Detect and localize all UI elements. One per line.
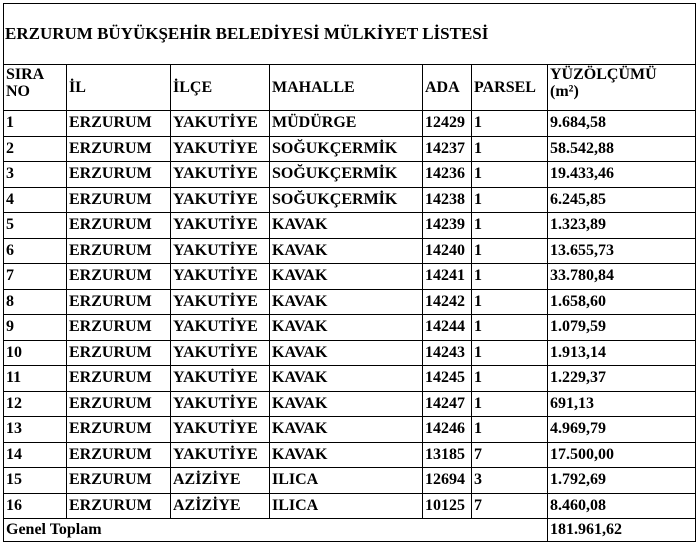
cell-yuzolcumu: 33.780,84 (548, 264, 696, 290)
header-ilce: İLÇE (171, 65, 270, 111)
cell-mahalle: KAVAK (270, 289, 423, 315)
cell-yuzolcumu: 691,13 (548, 391, 696, 417)
cell-sira-no: 5 (4, 213, 67, 239)
cell-parsel: 1 (472, 417, 548, 443)
cell-mahalle: KAVAK (270, 315, 423, 341)
cell-ilce: YAKUTİYE (171, 136, 270, 162)
cell-yuzolcumu: 9.684,58 (548, 111, 696, 137)
cell-mahalle: KAVAK (270, 417, 423, 443)
cell-ada: 14241 (423, 264, 472, 290)
cell-parsel: 1 (472, 366, 548, 392)
cell-mahalle: ILICA (270, 493, 423, 519)
cell-il: ERZURUM (67, 162, 171, 188)
cell-ada: 14245 (423, 366, 472, 392)
cell-mahalle: KAVAK (270, 264, 423, 290)
table-row (4, 136, 696, 162)
total-row (4, 519, 696, 542)
header-ada: ADA (423, 65, 472, 111)
cell-ilce: YAKUTİYE (171, 111, 270, 137)
cell-ada: 12694 (423, 468, 472, 494)
cell-sira-no: 3 (4, 162, 67, 188)
cell-il: ERZURUM (67, 417, 171, 443)
table-row (4, 238, 696, 264)
header-yuzolcumu-label: YÜZÖLÇÜMÜ (550, 66, 657, 83)
cell-ilce: AZİZİYE (171, 468, 270, 494)
total-label: Genel Toplam (4, 519, 548, 542)
cell-mahalle: KAVAK (270, 391, 423, 417)
cell-il: ERZURUM (67, 264, 171, 290)
cell-ada: 13185 (423, 442, 472, 468)
cell-parsel: 1 (472, 111, 548, 137)
cell-ada: 14243 (423, 340, 472, 366)
cell-yuzolcumu: 1.229,37 (548, 366, 696, 392)
cell-yuzolcumu: 58.542,88 (548, 136, 696, 162)
cell-yuzolcumu: 19.433,46 (548, 162, 696, 188)
cell-ada: 14244 (423, 315, 472, 341)
cell-il: ERZURUM (67, 111, 171, 137)
cell-ada: 14239 (423, 213, 472, 239)
cell-parsel: 1 (472, 238, 548, 264)
total-value: 181.961,62 (548, 519, 696, 542)
header-sira-label: SIRA (6, 66, 45, 83)
cell-parsel: 1 (472, 340, 548, 366)
cell-sira-no: 10 (4, 340, 67, 366)
header-yuzolcumu (548, 65, 696, 111)
cell-parsel: 7 (472, 442, 548, 468)
cell-mahalle: KAVAK (270, 238, 423, 264)
cell-yuzolcumu: 1.792,69 (548, 468, 696, 494)
cell-sira-no: 16 (4, 493, 67, 519)
cell-ada: 14237 (423, 136, 472, 162)
table-row (4, 289, 696, 315)
cell-ilce: YAKUTİYE (171, 238, 270, 264)
cell-ilce: YAKUTİYE (171, 289, 270, 315)
header-sira-no (4, 65, 67, 111)
cell-ada: 14240 (423, 238, 472, 264)
cell-sira-no: 1 (4, 111, 67, 137)
header-mahalle: MAHALLE (270, 65, 423, 111)
cell-yuzolcumu: 6.245,85 (548, 187, 696, 213)
cell-parsel: 3 (472, 468, 548, 494)
cell-parsel: 1 (472, 213, 548, 239)
cell-yuzolcumu: 17.500,00 (548, 442, 696, 468)
cell-sira-no: 9 (4, 315, 67, 341)
cell-yuzolcumu: 1.658,60 (548, 289, 696, 315)
cell-ada: 12429 (423, 111, 472, 137)
header-parsel: PARSEL (472, 65, 548, 111)
cell-il: ERZURUM (67, 238, 171, 264)
table-row (4, 417, 696, 443)
cell-il: ERZURUM (67, 493, 171, 519)
cell-il: ERZURUM (67, 468, 171, 494)
cell-yuzolcumu: 1.913,14 (548, 340, 696, 366)
cell-ilce: YAKUTİYE (171, 391, 270, 417)
header-il: İL (67, 65, 171, 111)
cell-yuzolcumu: 1.079,59 (548, 315, 696, 341)
table-row (4, 442, 696, 468)
table-row (4, 187, 696, 213)
table-row (4, 493, 696, 519)
cell-ilce: YAKUTİYE (171, 264, 270, 290)
table-row (4, 111, 696, 137)
cell-ada: 14242 (423, 289, 472, 315)
cell-sira-no: 15 (4, 468, 67, 494)
table-row (4, 264, 696, 290)
cell-parsel: 1 (472, 264, 548, 290)
cell-ilce: YAKUTİYE (171, 162, 270, 188)
cell-ada: 14238 (423, 187, 472, 213)
cell-parsel: 1 (472, 187, 548, 213)
header-row (4, 65, 696, 111)
cell-parsel: 1 (472, 315, 548, 341)
cell-ilce: YAKUTİYE (171, 442, 270, 468)
cell-yuzolcumu: 1.323,89 (548, 213, 696, 239)
cell-ada: 10125 (423, 493, 472, 519)
property-list-document (3, 3, 695, 542)
cell-mahalle: KAVAK (270, 366, 423, 392)
cell-parsel: 1 (472, 391, 548, 417)
cell-il: ERZURUM (67, 136, 171, 162)
cell-yuzolcumu: 13.655,73 (548, 238, 696, 264)
cell-ilce: YAKUTİYE (171, 315, 270, 341)
cell-ilce: YAKUTİYE (171, 187, 270, 213)
table-row (4, 340, 696, 366)
cell-il: ERZURUM (67, 289, 171, 315)
cell-mahalle: SOĞUKÇERMİK (270, 187, 423, 213)
table-row (4, 366, 696, 392)
table-row (4, 315, 696, 341)
cell-il: ERZURUM (67, 213, 171, 239)
cell-ilce: YAKUTİYE (171, 340, 270, 366)
cell-parsel: 1 (472, 136, 548, 162)
table-row (4, 468, 696, 494)
cell-mahalle: KAVAK (270, 213, 423, 239)
cell-ada: 14247 (423, 391, 472, 417)
cell-il: ERZURUM (67, 187, 171, 213)
table-row (4, 391, 696, 417)
cell-parsel: 7 (472, 493, 548, 519)
cell-sira-no: 11 (4, 366, 67, 392)
cell-il: ERZURUM (67, 391, 171, 417)
cell-sira-no: 6 (4, 238, 67, 264)
cell-mahalle: KAVAK (270, 340, 423, 366)
cell-sira-no: 2 (4, 136, 67, 162)
cell-mahalle: ILICA (270, 468, 423, 494)
cell-sira-no: 14 (4, 442, 67, 468)
title-row (4, 4, 696, 65)
cell-ilce: YAKUTİYE (171, 366, 270, 392)
cell-sira-no: 13 (4, 417, 67, 443)
cell-ada: 14246 (423, 417, 472, 443)
cell-ilce: YAKUTİYE (171, 417, 270, 443)
cell-yuzolcumu: 4.969,79 (548, 417, 696, 443)
table-row (4, 162, 696, 188)
cell-il: ERZURUM (67, 340, 171, 366)
page-title: ERZURUM BÜYÜKŞEHİR BELEDİYESİ MÜLKİYET LİSTESİ (4, 4, 696, 65)
table-row (4, 213, 696, 239)
header-unit-label: (m²) (550, 83, 579, 100)
cell-parsel: 1 (472, 162, 548, 188)
header-no-label: NO (6, 83, 30, 100)
cell-mahalle: SOĞUKÇERMİK (270, 136, 423, 162)
cell-sira-no: 12 (4, 391, 67, 417)
cell-il: ERZURUM (67, 366, 171, 392)
cell-ada: 14236 (423, 162, 472, 188)
cell-sira-no: 7 (4, 264, 67, 290)
cell-ilce: AZİZİYE (171, 493, 270, 519)
cell-parsel: 1 (472, 289, 548, 315)
cell-mahalle: KAVAK (270, 442, 423, 468)
property-table (3, 3, 696, 542)
cell-sira-no: 4 (4, 187, 67, 213)
cell-mahalle: MÜDÜRGE (270, 111, 423, 137)
cell-sira-no: 8 (4, 289, 67, 315)
cell-mahalle: SOĞUKÇERMİK (270, 162, 423, 188)
cell-yuzolcumu: 8.460,08 (548, 493, 696, 519)
cell-il: ERZURUM (67, 442, 171, 468)
cell-ilce: YAKUTİYE (171, 213, 270, 239)
cell-il: ERZURUM (67, 315, 171, 341)
